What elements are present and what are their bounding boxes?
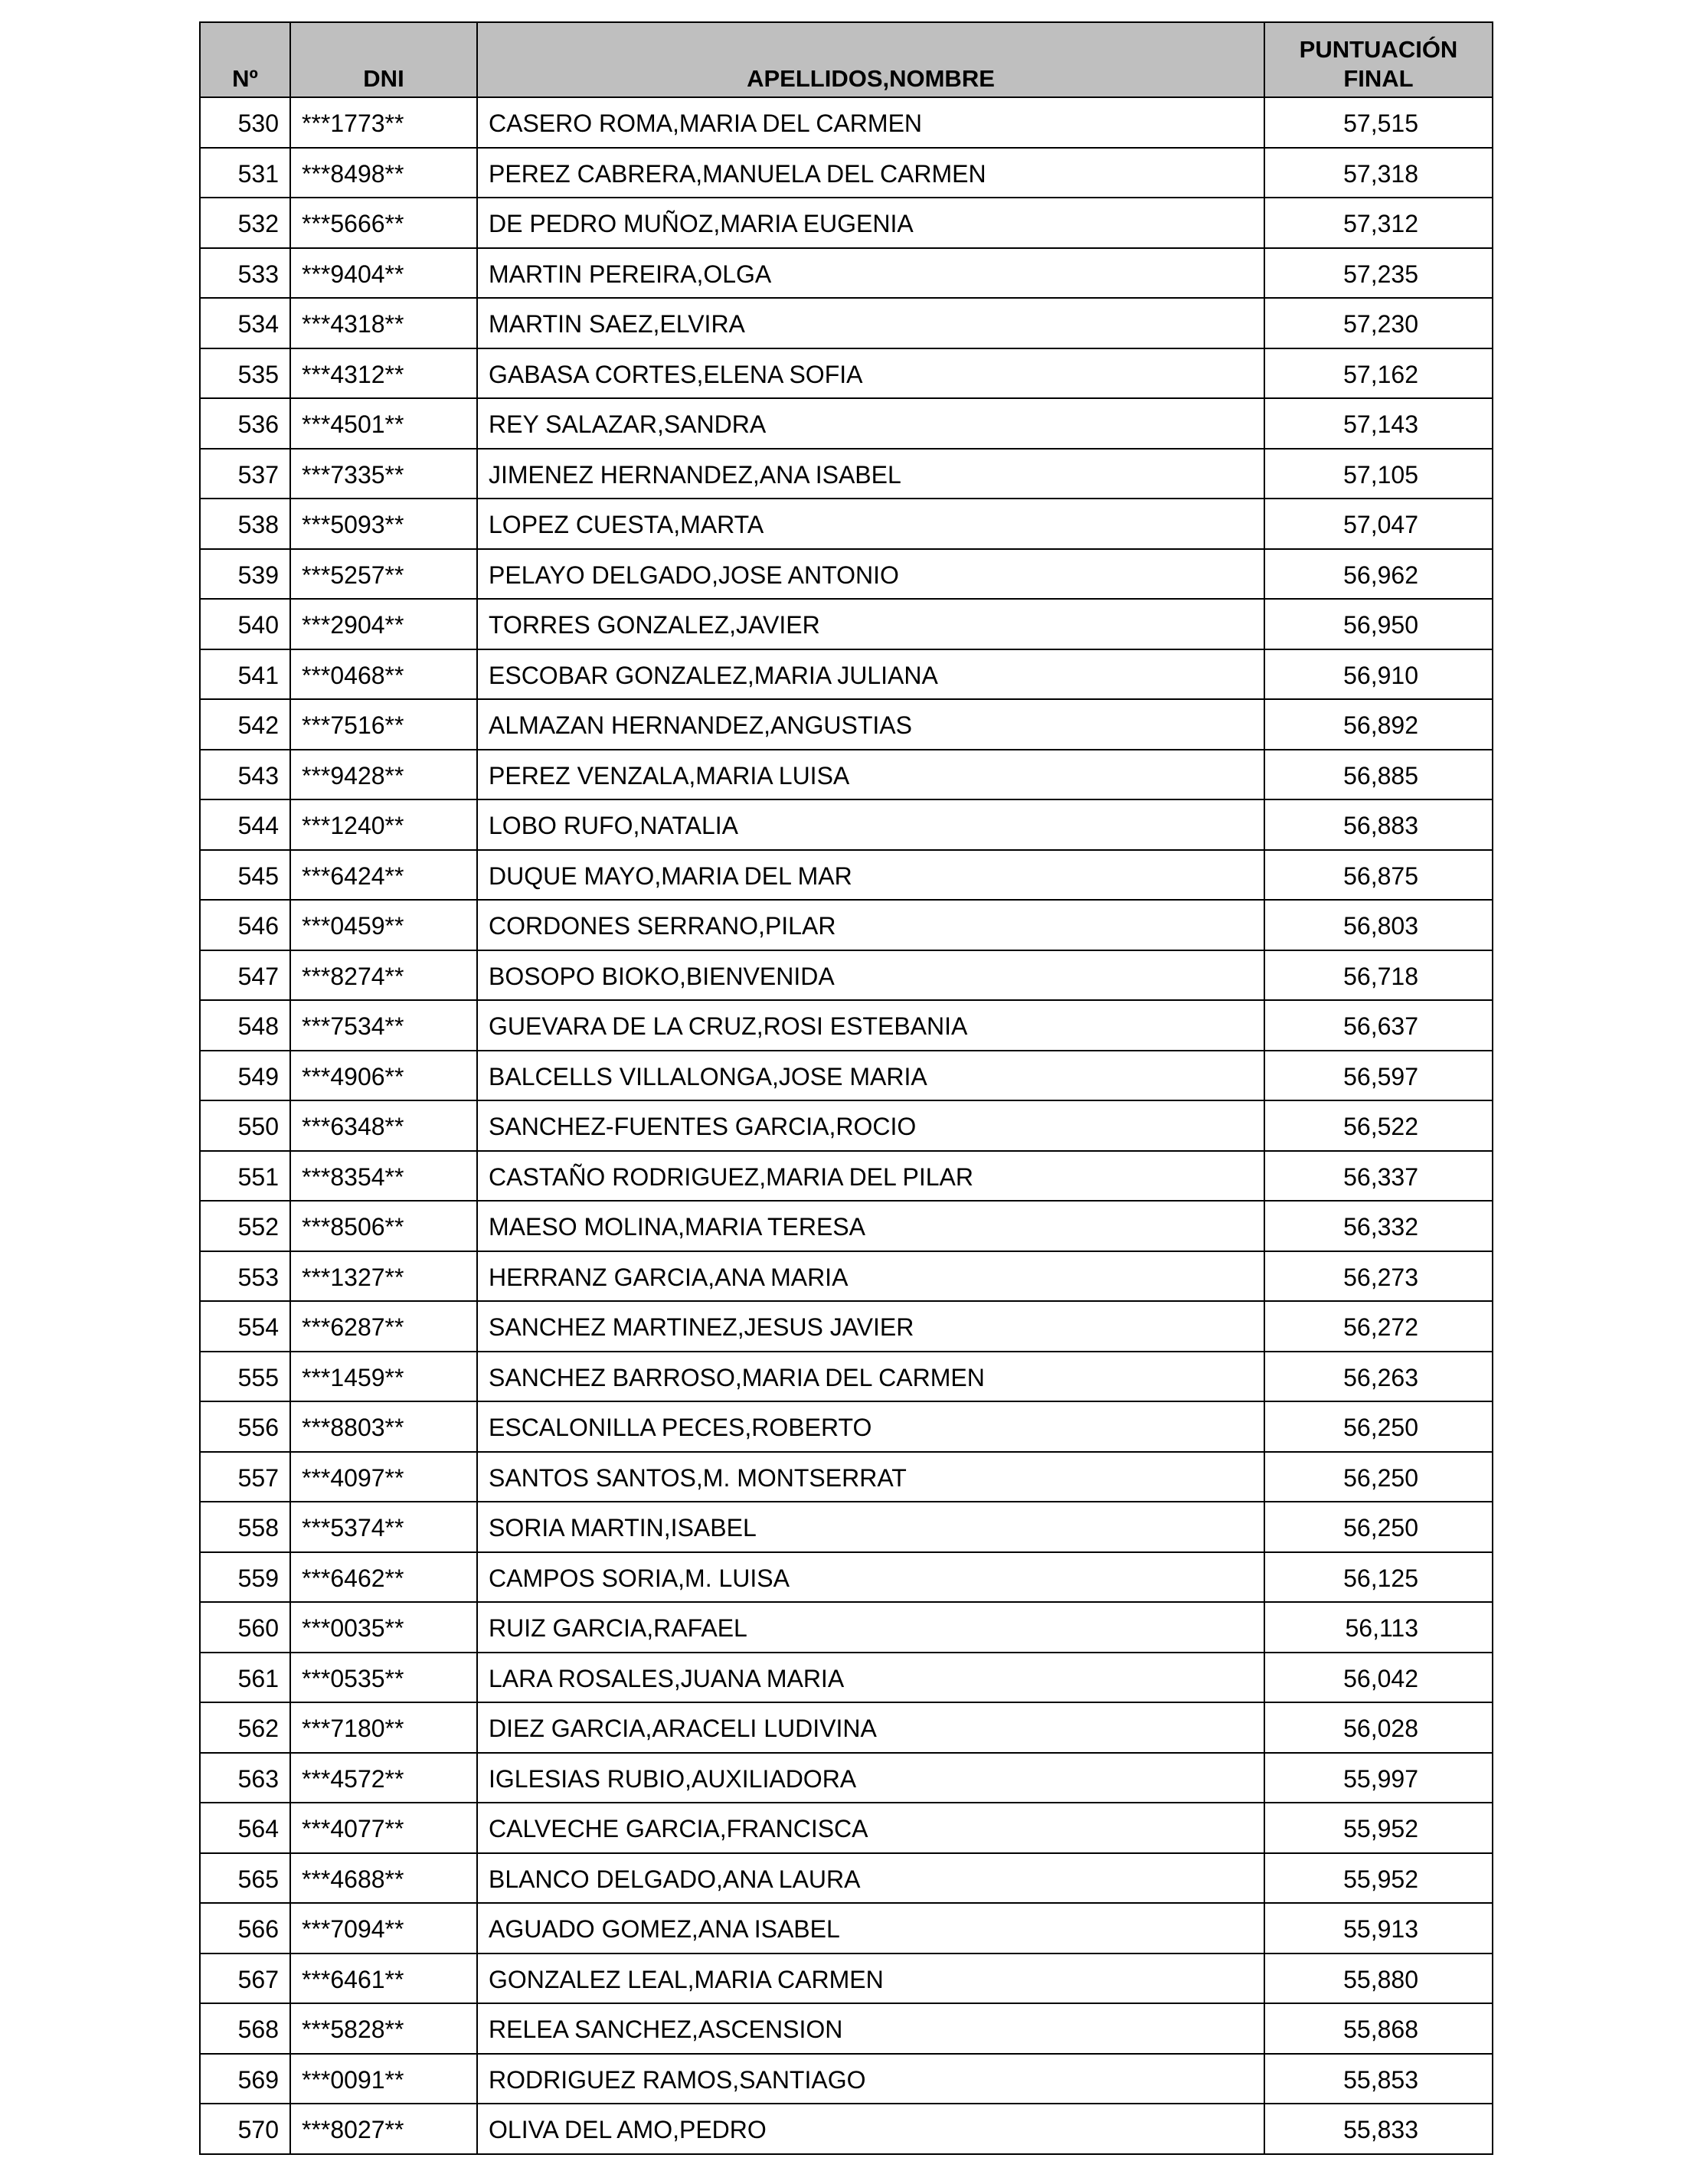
cell-num: 565 [200, 1853, 290, 1904]
cell-name: IGLESIAS RUBIO,AUXILIADORA [477, 1753, 1264, 1803]
cell-score: 56,272 [1264, 1301, 1493, 1352]
cell-num: 537 [200, 449, 290, 499]
cell-score: 56,250 [1264, 1452, 1493, 1502]
results-sheet [199, 21, 1492, 2155]
cell-score: 56,332 [1264, 1201, 1493, 1251]
cell-score: 56,962 [1264, 549, 1493, 600]
cell-num: 545 [200, 850, 290, 901]
header-score [1264, 22, 1493, 97]
table-row [200, 1051, 1493, 1101]
cell-name: SANCHEZ MARTINEZ,JESUS JAVIER [477, 1301, 1264, 1352]
cell-num: 549 [200, 1051, 290, 1101]
table-row [200, 97, 1493, 148]
table-row [200, 1954, 1493, 2004]
cell-dni: ***6348** [290, 1100, 477, 1151]
cell-dni: ***1240** [290, 799, 477, 850]
table-row [200, 198, 1493, 248]
cell-num: 535 [200, 348, 290, 399]
cell-name: SANCHEZ-FUENTES GARCIA,ROCIO [477, 1100, 1264, 1151]
cell-num: 540 [200, 599, 290, 649]
cell-dni: ***0035** [290, 1602, 477, 1653]
table-row [200, 1401, 1493, 1452]
cell-dni: ***4688** [290, 1853, 477, 1904]
cell-score: 57,318 [1264, 148, 1493, 198]
cell-num: 562 [200, 1702, 290, 1753]
cell-score: 56,028 [1264, 1702, 1493, 1753]
cell-score: 57,105 [1264, 449, 1493, 499]
cell-num: 546 [200, 900, 290, 950]
cell-num: 533 [200, 248, 290, 299]
cell-dni: ***8803** [290, 1401, 477, 1452]
cell-score: 56,113 [1264, 1602, 1493, 1653]
table-row [200, 1151, 1493, 1202]
cell-score: 56,250 [1264, 1401, 1493, 1452]
cell-dni: ***0459** [290, 900, 477, 950]
table-row [200, 1251, 1493, 1302]
cell-dni: ***5828** [290, 2003, 477, 2054]
table-row [200, 248, 1493, 299]
cell-dni: ***6424** [290, 850, 477, 901]
table-row [200, 1653, 1493, 1703]
cell-dni: ***4572** [290, 1753, 477, 1803]
cell-name: REY SALAZAR,SANDRA [477, 398, 1264, 449]
cell-name: GUEVARA DE LA CRUZ,ROSI ESTEBANIA [477, 1000, 1264, 1051]
cell-num: 538 [200, 499, 290, 549]
cell-score: 55,997 [1264, 1753, 1493, 1803]
cell-name: LOBO RUFO,NATALIA [477, 799, 1264, 850]
cell-dni: ***1773** [290, 97, 477, 148]
cell-dni: ***7094** [290, 1903, 477, 1954]
cell-score: 55,868 [1264, 2003, 1493, 2054]
cell-num: 539 [200, 549, 290, 600]
cell-name: PEREZ CABRERA,MANUELA DEL CARMEN [477, 148, 1264, 198]
cell-dni: ***0535** [290, 1653, 477, 1703]
table-row [200, 1602, 1493, 1653]
cell-dni: ***5257** [290, 549, 477, 600]
cell-num: 536 [200, 398, 290, 449]
table-row [200, 2054, 1493, 2104]
cell-name: CALVECHE GARCIA,FRANCISCA [477, 1803, 1264, 1853]
cell-score: 56,125 [1264, 1552, 1493, 1603]
cell-name: DUQUE MAYO,MARIA DEL MAR [477, 850, 1264, 901]
cell-score: 56,337 [1264, 1151, 1493, 1202]
cell-dni: ***6287** [290, 1301, 477, 1352]
cell-dni: ***7516** [290, 699, 477, 750]
cell-dni: ***9428** [290, 750, 477, 800]
table-row [200, 348, 1493, 399]
cell-dni: ***8354** [290, 1151, 477, 1202]
cell-name: RELEA SANCHEZ,ASCENSION [477, 2003, 1264, 2054]
cell-num: 542 [200, 699, 290, 750]
cell-num: 568 [200, 2003, 290, 2054]
cell-num: 561 [200, 1653, 290, 1703]
cell-dni: ***4906** [290, 1051, 477, 1101]
cell-num: 548 [200, 1000, 290, 1051]
cell-dni: ***5666** [290, 198, 477, 248]
cell-score: 55,833 [1264, 2104, 1493, 2154]
table-row [200, 699, 1493, 750]
cell-score: 56,803 [1264, 900, 1493, 950]
table-row [200, 549, 1493, 600]
table-row [200, 2003, 1493, 2054]
cell-name: SANTOS SANTOS,M. MONTSERRAT [477, 1452, 1264, 1502]
cell-dni: ***8274** [290, 950, 477, 1001]
cell-score: 56,718 [1264, 950, 1493, 1001]
table-row [200, 449, 1493, 499]
table-row [200, 900, 1493, 950]
cell-score: 56,875 [1264, 850, 1493, 901]
cell-name: HERRANZ GARCIA,ANA MARIA [477, 1251, 1264, 1302]
cell-name: CORDONES SERRANO,PILAR [477, 900, 1264, 950]
table-row [200, 1702, 1493, 1753]
cell-score: 55,880 [1264, 1954, 1493, 2004]
cell-num: 534 [200, 298, 290, 348]
cell-score: 55,952 [1264, 1803, 1493, 1853]
cell-dni: ***7534** [290, 1000, 477, 1051]
table-row [200, 1452, 1493, 1502]
cell-name: MARTIN SAEZ,ELVIRA [477, 298, 1264, 348]
cell-num: 558 [200, 1502, 290, 1552]
cell-score: 56,637 [1264, 1000, 1493, 1051]
header-score-line1: PUNTUACIÓN [1299, 36, 1458, 63]
cell-num: 547 [200, 950, 290, 1001]
cell-name: GABASA CORTES,ELENA SOFIA [477, 348, 1264, 399]
cell-num: 532 [200, 198, 290, 248]
table-row [200, 649, 1493, 700]
table-row [200, 398, 1493, 449]
cell-num: 544 [200, 799, 290, 850]
cell-score: 57,312 [1264, 198, 1493, 248]
cell-dni: ***4501** [290, 398, 477, 449]
table-row [200, 750, 1493, 800]
cell-dni: ***1327** [290, 1251, 477, 1302]
header-row [200, 22, 1493, 97]
cell-num: 560 [200, 1602, 290, 1653]
cell-dni: ***0468** [290, 649, 477, 700]
cell-score: 55,913 [1264, 1903, 1493, 1954]
cell-name: BALCELLS VILLALONGA,JOSE MARIA [477, 1051, 1264, 1101]
cell-num: 530 [200, 97, 290, 148]
cell-dni: ***0091** [290, 2054, 477, 2104]
cell-num: 556 [200, 1401, 290, 1452]
table-row [200, 1000, 1493, 1051]
cell-num: 551 [200, 1151, 290, 1202]
table-row [200, 1301, 1493, 1352]
cell-num: 569 [200, 2054, 290, 2104]
cell-name: MAESO MOLINA,MARIA TERESA [477, 1201, 1264, 1251]
header-score-line2: FINAL [1343, 65, 1414, 92]
cell-score: 57,143 [1264, 398, 1493, 449]
cell-score: 56,250 [1264, 1502, 1493, 1552]
cell-score: 56,950 [1264, 599, 1493, 649]
table-row [200, 1352, 1493, 1402]
cell-score: 57,047 [1264, 499, 1493, 549]
table-row [200, 850, 1493, 901]
table-row [200, 148, 1493, 198]
cell-dni: ***6461** [290, 1954, 477, 2004]
cell-score: 56,597 [1264, 1051, 1493, 1101]
cell-name: SORIA MARTIN,ISABEL [477, 1502, 1264, 1552]
cell-name: ESCOBAR GONZALEZ,MARIA JULIANA [477, 649, 1264, 700]
cell-name: LOPEZ CUESTA,MARTA [477, 499, 1264, 549]
cell-dni: ***4097** [290, 1452, 477, 1502]
cell-name: RODRIGUEZ RAMOS,SANTIAGO [477, 2054, 1264, 2104]
cell-score: 56,263 [1264, 1352, 1493, 1402]
cell-dni: ***5374** [290, 1502, 477, 1552]
cell-score: 56,042 [1264, 1653, 1493, 1703]
cell-dni: ***4077** [290, 1803, 477, 1853]
cell-name: SANCHEZ BARROSO,MARIA DEL CARMEN [477, 1352, 1264, 1402]
cell-num: 566 [200, 1903, 290, 1954]
cell-name: BLANCO DELGADO,ANA LAURA [477, 1853, 1264, 1904]
cell-name: PEREZ VENZALA,MARIA LUISA [477, 750, 1264, 800]
cell-dni: ***2904** [290, 599, 477, 649]
cell-name: LARA ROSALES,JUANA MARIA [477, 1653, 1264, 1703]
cell-name: PELAYO DELGADO,JOSE ANTONIO [477, 549, 1264, 600]
cell-name: ESCALONILLA PECES,ROBERTO [477, 1401, 1264, 1452]
cell-num: 563 [200, 1753, 290, 1803]
table-row [200, 1552, 1493, 1603]
cell-dni: ***9404** [290, 248, 477, 299]
cell-score: 57,515 [1264, 97, 1493, 148]
cell-name: TORRES GONZALEZ,JAVIER [477, 599, 1264, 649]
cell-num: 567 [200, 1954, 290, 2004]
cell-num: 559 [200, 1552, 290, 1603]
cell-score: 56,273 [1264, 1251, 1493, 1302]
results-table [199, 21, 1493, 2155]
cell-name: AGUADO GOMEZ,ANA ISABEL [477, 1903, 1264, 1954]
cell-num: 543 [200, 750, 290, 800]
cell-num: 553 [200, 1251, 290, 1302]
table-header [200, 22, 1493, 97]
cell-dni: ***7180** [290, 1702, 477, 1753]
header-name: APELLIDOS,NOMBRE [477, 22, 1264, 97]
cell-name: RUIZ GARCIA,RAFAEL [477, 1602, 1264, 1653]
cell-score: 56,885 [1264, 750, 1493, 800]
table-row [200, 1100, 1493, 1151]
table-row [200, 2104, 1493, 2154]
table-row [200, 799, 1493, 850]
cell-dni: ***1459** [290, 1352, 477, 1402]
cell-dni: ***5093** [290, 499, 477, 549]
cell-num: 552 [200, 1201, 290, 1251]
cell-dni: ***7335** [290, 449, 477, 499]
cell-num: 557 [200, 1452, 290, 1502]
cell-score: 57,162 [1264, 348, 1493, 399]
cell-dni: ***6462** [290, 1552, 477, 1603]
cell-name: CASERO ROMA,MARIA DEL CARMEN [477, 97, 1264, 148]
cell-num: 531 [200, 148, 290, 198]
cell-dni: ***8506** [290, 1201, 477, 1251]
table-row [200, 599, 1493, 649]
cell-num: 554 [200, 1301, 290, 1352]
cell-score: 56,522 [1264, 1100, 1493, 1151]
table-row [200, 499, 1493, 549]
cell-dni: ***8027** [290, 2104, 477, 2154]
cell-name: OLIVA DEL AMO,PEDRO [477, 2104, 1264, 2154]
cell-score: 56,892 [1264, 699, 1493, 750]
header-num: Nº [200, 22, 290, 97]
cell-name: CASTAÑO RODRIGUEZ,MARIA DEL PILAR [477, 1151, 1264, 1202]
cell-name: ALMAZAN HERNANDEZ,ANGUSTIAS [477, 699, 1264, 750]
table-row [200, 1803, 1493, 1853]
cell-num: 570 [200, 2104, 290, 2154]
cell-score: 56,883 [1264, 799, 1493, 850]
cell-score: 56,910 [1264, 649, 1493, 700]
table-row [200, 950, 1493, 1001]
cell-score: 55,952 [1264, 1853, 1493, 1904]
header-dni: DNI [290, 22, 477, 97]
cell-name: MARTIN PEREIRA,OLGA [477, 248, 1264, 299]
cell-num: 564 [200, 1803, 290, 1853]
cell-dni: ***8498** [290, 148, 477, 198]
cell-num: 541 [200, 649, 290, 700]
cell-dni: ***4318** [290, 298, 477, 348]
cell-name: DE PEDRO MUÑOZ,MARIA EUGENIA [477, 198, 1264, 248]
cell-name: BOSOPO BIOKO,BIENVENIDA [477, 950, 1264, 1001]
cell-name: GONZALEZ LEAL,MARIA CARMEN [477, 1954, 1264, 2004]
cell-score: 57,235 [1264, 248, 1493, 299]
cell-dni: ***4312** [290, 348, 477, 399]
table-row [200, 1903, 1493, 1954]
cell-num: 555 [200, 1352, 290, 1402]
table-row [200, 298, 1493, 348]
table-body [200, 97, 1493, 2154]
table-row [200, 1753, 1493, 1803]
table-row [200, 1853, 1493, 1904]
cell-name: DIEZ GARCIA,ARACELI LUDIVINA [477, 1702, 1264, 1753]
cell-name: CAMPOS SORIA,M. LUISA [477, 1552, 1264, 1603]
cell-name: JIMENEZ HERNANDEZ,ANA ISABEL [477, 449, 1264, 499]
cell-num: 550 [200, 1100, 290, 1151]
table-row [200, 1201, 1493, 1251]
table-row [200, 1502, 1493, 1552]
cell-score: 55,853 [1264, 2054, 1493, 2104]
cell-score: 57,230 [1264, 298, 1493, 348]
